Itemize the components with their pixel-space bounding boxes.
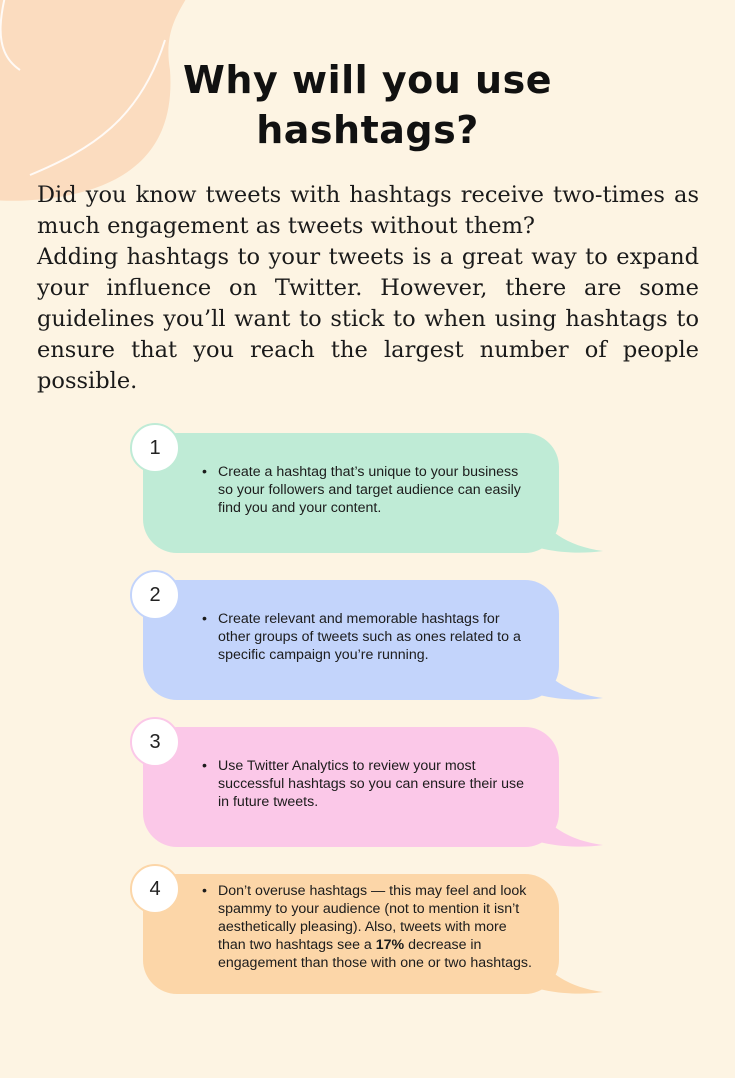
tip-text: Use Twitter Analytics to review your most successful hashtags so you can ensure their use in future tweets. [218, 758, 524, 810]
tip-content [202, 610, 532, 664]
step-number-badge: 4 [130, 864, 180, 914]
tip-content [202, 882, 532, 972]
tip-content [202, 757, 532, 811]
tip-text-before: Don’t overuse hashtags — this may feel and look spammy to your audience (not to mention it isn’t aesthetically pleasing). Also, tweets with more than two hashtags see a [218, 883, 527, 953]
step-number-badge: 3 [130, 717, 180, 767]
tip-text: Create relevant and memorable hashtags for other groups of tweets such as ones related to a specific campaign you’re running. [218, 611, 521, 663]
tip-card-3 [130, 717, 610, 847]
bullet: • [202, 883, 207, 899]
page-title [0, 55, 735, 155]
tip-card-1 [130, 423, 610, 553]
title-line-2: hashtags? [256, 108, 479, 152]
speech-tail-icon [530, 640, 610, 690]
tip-content [202, 463, 532, 517]
speech-tail-icon [530, 934, 610, 984]
title-line-1: Why will you use [183, 58, 552, 102]
tip-card-2 [130, 570, 610, 700]
step-number-badge: 1 [130, 423, 180, 473]
tip-text [218, 882, 532, 972]
bullet: • [202, 611, 207, 627]
step-number-badge: 2 [130, 570, 180, 620]
speech-tail-icon [530, 787, 610, 837]
intro-paragraph-2: Adding hashtags to your tweets is a great way to expand your influence on Twitter. However, there are some guidelines you’ll want to stick to when using hashtags to ensure that you reach the largest number of people possible. [37, 244, 699, 394]
tip-text-highlight: 17% [375, 937, 405, 953]
intro-text [37, 180, 699, 397]
tip-text: Create a hashtag that’s unique to your business so your followers and target audience can easily find you and your content. [218, 464, 521, 516]
bullet: • [202, 758, 207, 774]
tip-text-after: decrease in engagement than those with one or two hashtags. [218, 937, 532, 971]
speech-tail-icon [530, 493, 610, 543]
tip-card-4 [130, 864, 610, 994]
intro-paragraph-1: Did you know tweets with hashtags receive two-times as much engagement as tweets without them? [37, 182, 699, 239]
bullet: • [202, 464, 207, 480]
